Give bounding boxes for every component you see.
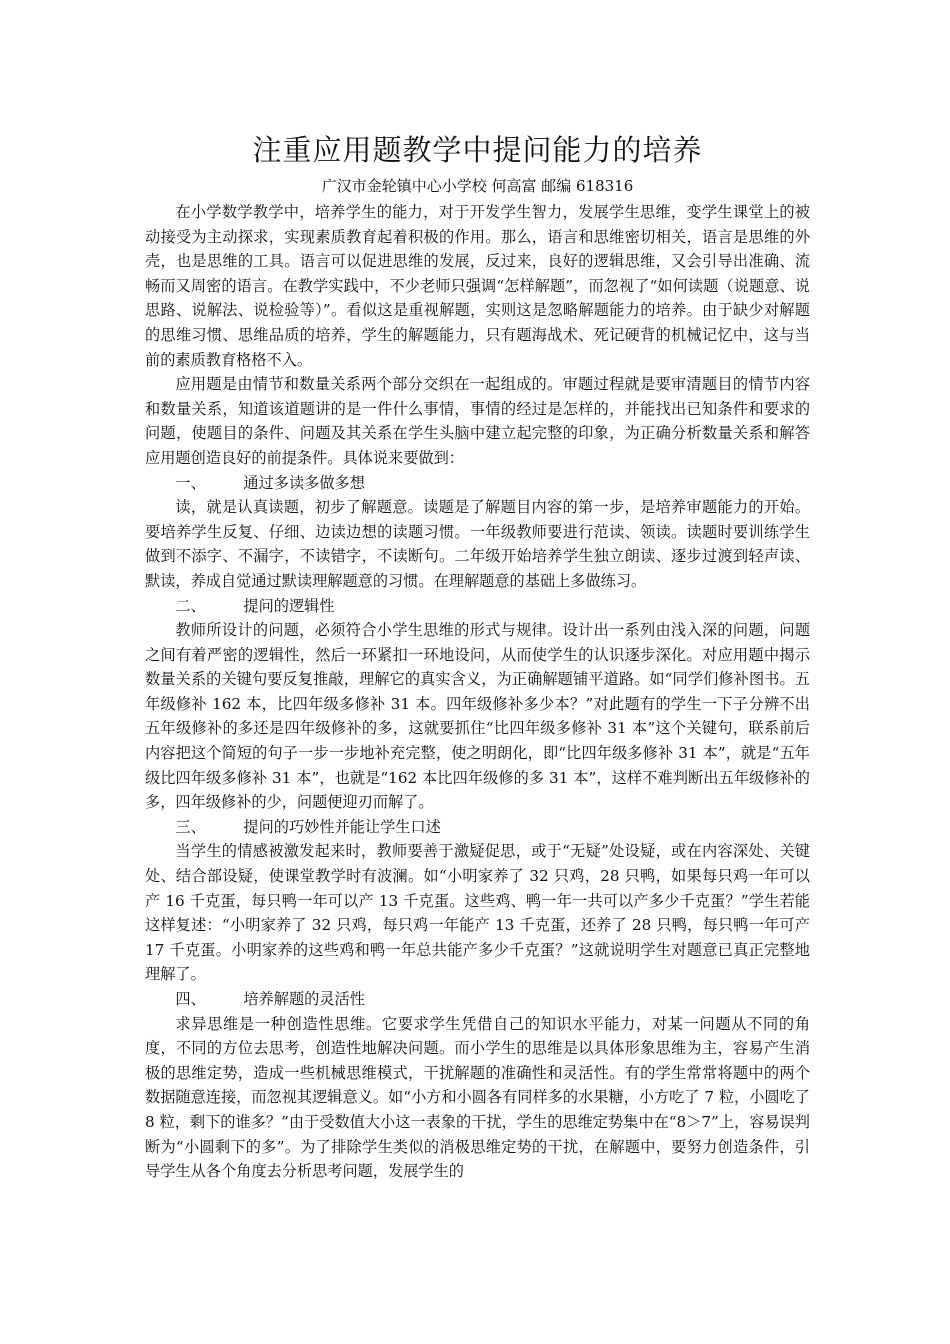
section-title: 通过多读多做多想	[243, 473, 365, 492]
document-title: 注重应用题教学中提问能力的培养	[252, 133, 703, 167]
section-1-paragraph: 读，就是认真读题，初步了解题意。读题是了解题目内容的第一步，是培养审题能力的开始。要培养学生反复、仔细、边读边想的读题习惯。一年级教师要进行范读、领读。读题时要训练学生做到不添字、不漏字，不读错字，不读断句。二年级开始培养学生独立朗读、逐步过渡到轻声读、默读，养成自觉通过默读理解题意的习惯。在理解题意的基础上多做练习。	[145, 498, 810, 590]
section-2-paragraph: 教师所设计的问题，必须符合小学生思维的形式与规律。设计出一系列由浅入深的问题，问题之间有着严密的逻辑性，然后一环紧扣一环地设问，从而使学生的认识逐步深化。对应用题中揭示数量关系的关键句要反复推敲，理解它的真实含义，为正确解题铺平道路。如“同学们修补图书。五年级修补 162 本，比四年级多修补 31 本。四年级修补多少本？”对此题有的学生一下子分辨不出五年级修补的多还是四年级修补的多，这就要抓住“比四年级多修补 31 本”这个关键句，联系前后内容把这个简短的句子一步一步地补充完整，使之明朗化，即“比四年级多修补 31 本”，就是“五年级比四年级多修补 31 本”，也就是“162 本比四年级修的多 31 本”，这样不难判断出五年级修补的多，四年级修补的少，问题便迎刃而解了。	[145, 621, 810, 812]
section-number: 四、	[175, 990, 206, 1008]
section-4-paragraph: 求异思维是一种创造性思维。它要求学生凭借自己的知识水平能力，对某一问题从不同的角度，不同的方位去思考，创造性地解决问题。而小学生的思维是以具体形象思维为主，容易产生消极的思维定势，造成一些机械思维模式，干扰解题的准确性和灵活性。有的学生常常将题中的两个数据随意连接，而忽视其逻辑意义。如“小方和小圆各有同样多的水果糖，小方吃了 7 粒，小圆吃了 8 粒，剩下的谁多？”由于受数值大小这一表象的干扰，学生的思维定势集中在“8＞7”上，容易误判断为“小圆剩下的多”。为了排除学生类似的消极思维定势的干扰，在解题中，要努力创造条件，引导学生从各个角度去分析思考问题，发展学生的	[145, 1014, 810, 1181]
section-heading-2	[145, 594, 810, 619]
intro-paragraph: 在小学数学教学中，培养学生的能力，对于开发学生智力，发展学生思维，变学生课堂上的被动接受为主动探求，实现素质教育起着积极的作用。那么，语言和思维密切相关，语言是思维的外壳，也是思维的工具。语言可以促进思维的发展，反过来，良好的逻辑思维，又会引导出准确、流畅而又周密的语言。在教学实践中，不少老师只强调“怎样解题”，而忽视了“如何读题（说题意、说思路、说解法、说检验等）”。看似这是重视解题，实则这是忽略解题能力的培养。由于缺少对解题的思维习惯、思维品质的培养，学生的解题能力，只有题海战术、死记硬背的机械记忆中，这与当前的素质教育格格不入。	[145, 203, 810, 369]
section-number: 三、	[175, 817, 206, 836]
section-number: 二、	[175, 596, 206, 615]
section-number: 一、	[175, 473, 206, 492]
author-byline: 广汉市金轮镇中心小学校 何高富 邮编 618316	[321, 177, 634, 195]
document-page	[145, 128, 810, 1184]
section-title: 培养解题的灵活性	[243, 990, 365, 1008]
section-3-paragraph: 当学生的情感被激发起来时，教师要善于激疑促思，或于“无疑”处设疑，或在内容深处、关键处、结合部设疑，使课堂教学时有波澜。如“小明家养了 32 只鸡，28 只鸭，如果每只鸡一年可以产 16 千克蛋，每只鸭一年可以产 13 千克蛋。这些鸡、鸭一年一共可以产多少千克蛋？”学生若能这样复述：“小明家养了 32 只鸡，每只鸡一年能产 13 千克蛋，还养了 28 只鸭，每只鸭一年可产 17 千克蛋。小明家养的这些鸡和鸭一年总共能产多少千克蛋？”这就说明学生对题意已真正完整地理解了。	[145, 842, 810, 984]
section-title: 提问的巧妙性并能让学生口述	[243, 817, 441, 836]
section-heading-4	[145, 987, 810, 1012]
section-title: 提问的逻辑性	[243, 596, 335, 615]
overview-paragraph: 应用题是由情节和数量关系两个部分交织在一起组成的。审题过程就是要审清题目的情节内容和数量关系，知道该道题讲的是一件什么事情，事情的经过是怎样的，并能找出已知条件和要求的问题，使题目的条件、问题及其关系在学生头脑中建立起完整的印象，为正确分析数量关系和解答应用题创造良好的前提条件。具体说来要做到：	[145, 375, 810, 467]
section-heading-1	[145, 471, 810, 496]
section-heading-3	[145, 815, 810, 840]
